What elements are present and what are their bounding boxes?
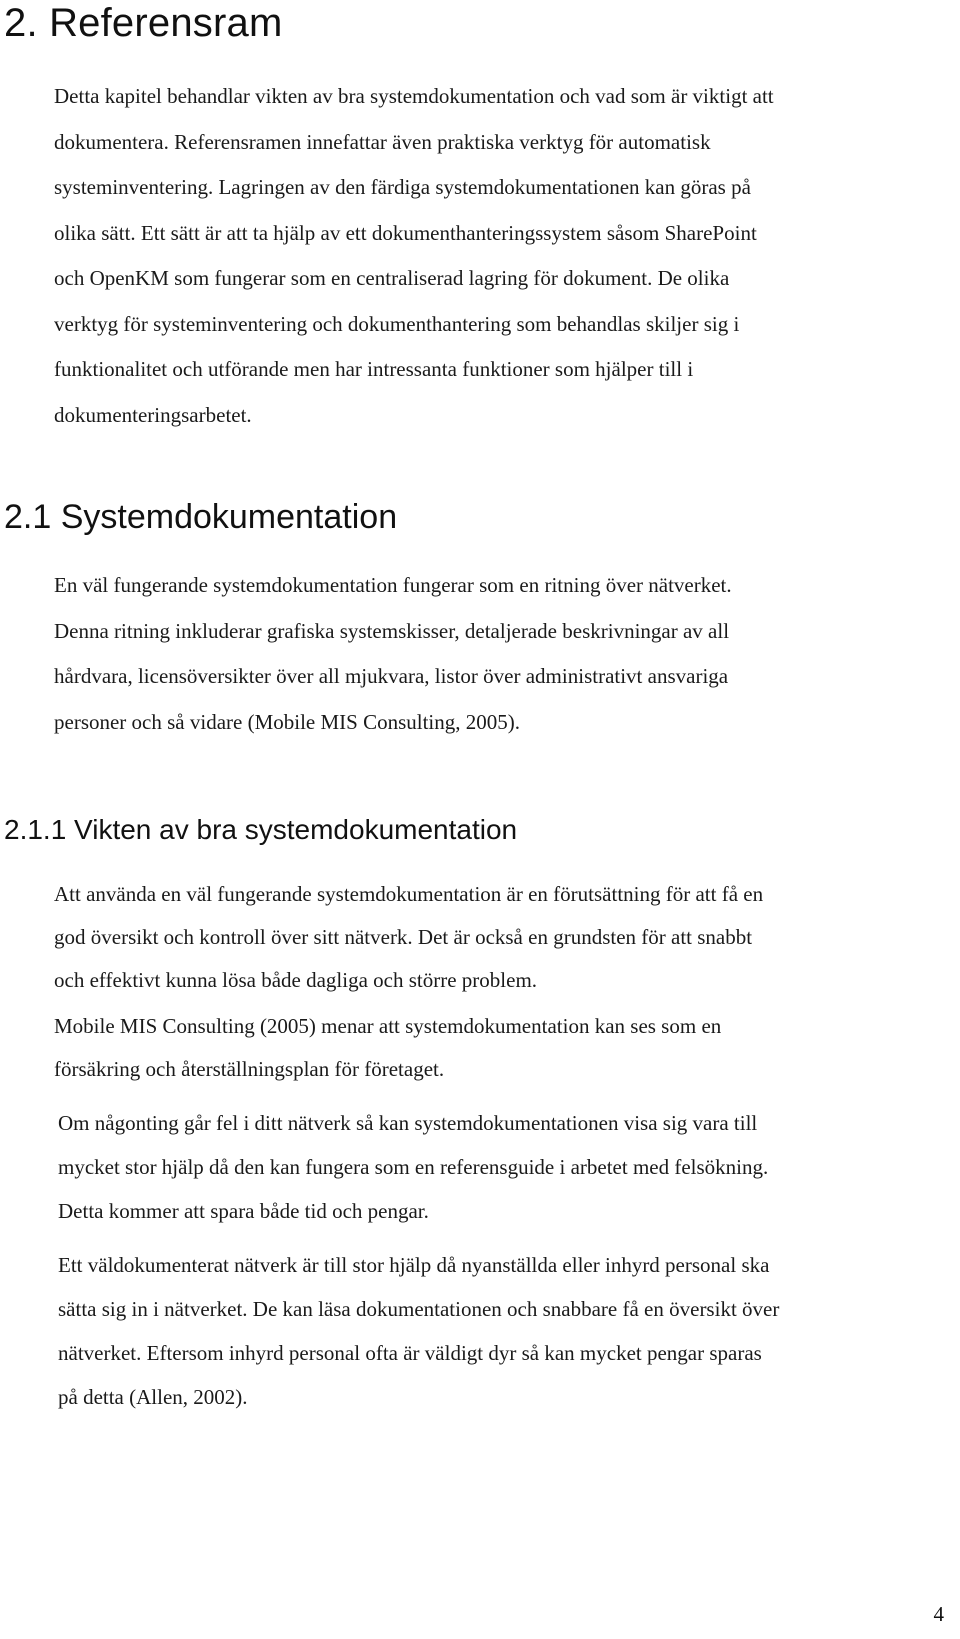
text-line: hårdvara, licensöversikter över all mjukvara, listor över administrativt ansvariga [54,664,729,688]
text-line: dokumenteringsarbetet. [54,402,252,427]
text-line: nätverket. Eftersom inhyrd personal ofta är väldigt dyr så kan mycket pengar sparas [58,1341,762,1365]
section-heading: 2.1 Systemdokumentation [4,498,398,536]
text-line: Detta kapitel behandlar vikten av bra systemdokumentation och vad som är viktigt att [54,84,774,108]
text-line: på detta (Allen, 2002). [58,1385,248,1409]
text-line: Denna ritning inkluderar grafiska systemskisser, detaljerade beskrivningar av all [54,618,730,643]
vikten-paragraph-2 [54,1005,721,1091]
systemdokumentation-paragraph [54,563,732,745]
text-line: dokumentera. Referensramen innefattar även praktiska verktyg för automatisk [54,129,711,154]
text-line: personer och så vidare (Mobile MIS Consulting, 2005). [54,709,521,734]
text-line: Mobile MIS Consulting (2005) menar att systemdokumentation kan ses som en [54,1014,722,1038]
text-line: Detta kommer att spara både tid och pengar. [58,1199,429,1223]
intro-paragraph [54,74,774,438]
text-line: försäkring och återställningsplan för företaget. [54,1057,445,1081]
subsection-heading: 2.1.1 Vikten av bra systemdokumentation [4,814,518,845]
vikten-paragraph-1 [54,873,763,1002]
chapter-heading: 2. Referensram [4,1,283,45]
text-line: Om någonting går fel i ditt nätverk så kan systemdokumentationen visa sig vara till [58,1111,758,1135]
page-number: 4 [933,1602,944,1626]
text-line: Att använda en väl fungerande systemdokumentation är en förutsättning för att få en [54,882,764,906]
text-line: systeminventering. Lagringen av den färdiga systemdokumentationen kan göras på [54,175,751,199]
text-line: mycket stor hjälp då den kan fungera som en referensguide i arbetet med felsökning. [58,1155,769,1179]
text-line: funktionalitet och utförande men har intressanta funktioner som hjälper till i [54,357,694,381]
text-line: sätta sig in i nätverket. De kan läsa dokumentationen och snabbare få en översikt över [58,1297,780,1321]
text-line: verktyg för systeminventering och dokumenthantering som behandlas skiljer sig i [54,311,740,336]
text-line: Ett väldokumenterat nätverk är till stor hjälp då nyanställda eller inhyrd personal ska [58,1253,770,1277]
text-line: god översikt och kontroll över sitt nätverk. Det är också en grundsten för att snabbt [54,925,753,949]
text-line: och effektivt kunna lösa både dagliga och större problem. [54,968,538,992]
text-line: och OpenKM som fungerar som en centraliserad lagring för dokument. De olika [54,266,730,290]
vikten-paragraph-3 [58,1101,768,1233]
text-line: En väl fungerande systemdokumentation fungerar som en ritning över nätverket. [54,573,732,597]
vikten-paragraph-4 [58,1243,779,1419]
text-line: olika sätt. Ett sätt är att ta hjälp av ett dokumenthanteringssystem såsom SharePoint [54,220,757,245]
